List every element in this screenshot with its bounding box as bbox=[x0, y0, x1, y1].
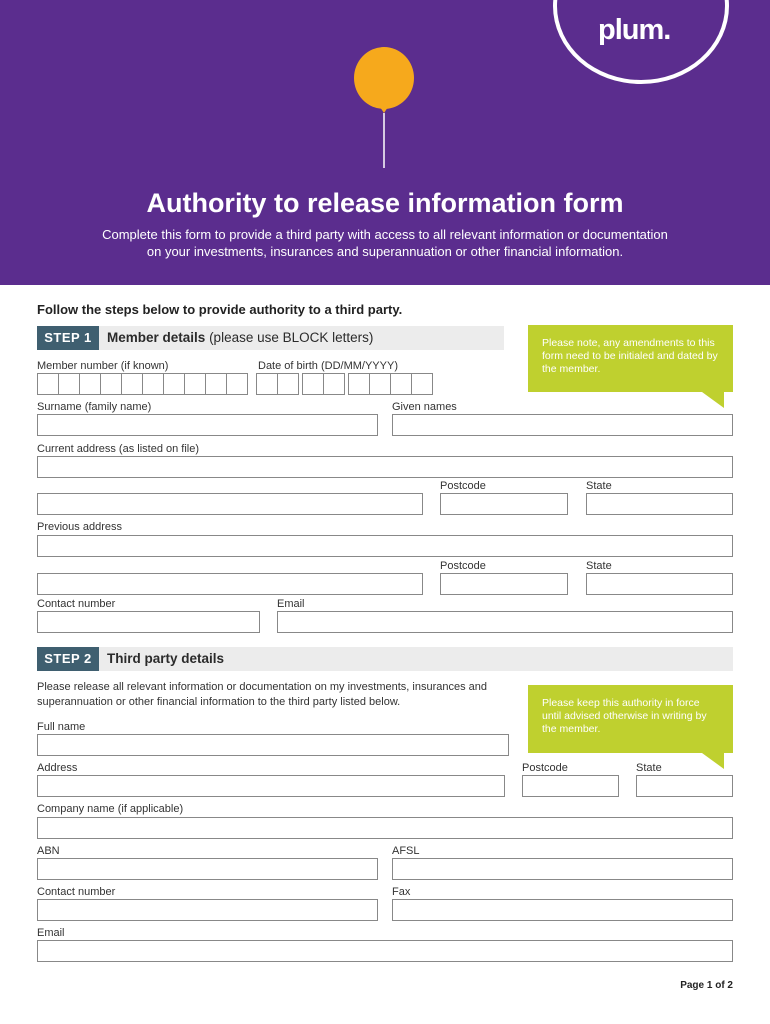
dob-year-cell[interactable] bbox=[411, 373, 433, 395]
abn-input[interactable] bbox=[37, 858, 378, 880]
current-address-label: Current address (as listed on file) bbox=[37, 443, 200, 455]
dob-input[interactable] bbox=[256, 373, 432, 395]
subtitle-line-1: Complete this form to provide a third party with access to all relevant information or documentation bbox=[102, 227, 668, 242]
member-number-cell[interactable] bbox=[100, 373, 122, 395]
dob-day-cell[interactable] bbox=[256, 373, 278, 395]
step1-title-wrap bbox=[107, 326, 373, 350]
subtitle-line-2: on your investments, insurances and superannuation or other financial information. bbox=[146, 244, 624, 259]
previous-address-input-line2[interactable] bbox=[37, 573, 423, 595]
tp-address-label: Address bbox=[37, 762, 78, 774]
member-number-cell[interactable] bbox=[37, 373, 59, 395]
previous-state-input[interactable] bbox=[586, 573, 733, 595]
member-number-cell[interactable] bbox=[163, 373, 185, 395]
header-banner bbox=[0, 0, 770, 285]
member-number-cell[interactable] bbox=[79, 373, 101, 395]
afsl-input[interactable] bbox=[392, 858, 733, 880]
fax-input[interactable] bbox=[392, 899, 733, 921]
afsl-label: AFSL bbox=[392, 845, 420, 857]
contact-number-input[interactable] bbox=[37, 611, 260, 633]
tp-email-label: Email bbox=[37, 927, 65, 939]
member-number-cell[interactable] bbox=[121, 373, 143, 395]
step1-title-note: (please use BLOCK letters) bbox=[209, 330, 374, 345]
current-state-label: State bbox=[586, 480, 612, 492]
tp-contact-number-label: Contact number bbox=[37, 886, 116, 898]
tp-postcode-label: Postcode bbox=[522, 762, 568, 774]
dob-day-cell[interactable] bbox=[277, 373, 299, 395]
email-input[interactable] bbox=[277, 611, 733, 633]
current-postcode-label: Postcode bbox=[440, 480, 486, 492]
previous-address-input-line1[interactable] bbox=[37, 535, 733, 557]
step1-tag: STEP 1 bbox=[37, 326, 99, 350]
tp-state-input[interactable] bbox=[636, 775, 733, 797]
tp-address-input[interactable] bbox=[37, 775, 505, 797]
company-name-input[interactable] bbox=[37, 817, 733, 839]
given-names-label: Given names bbox=[392, 401, 457, 413]
plum-logo: plum. bbox=[598, 14, 671, 46]
page-number: Page 1 of 2 bbox=[680, 980, 733, 991]
tp-state-label: State bbox=[636, 762, 662, 774]
dob-year-cell[interactable] bbox=[390, 373, 412, 395]
full-name-label: Full name bbox=[37, 721, 86, 733]
dob-month-cell[interactable] bbox=[302, 373, 324, 395]
email-label: Email bbox=[277, 598, 305, 610]
company-name-label: Company name (if applicable) bbox=[37, 803, 184, 815]
step1-note-tail bbox=[702, 392, 724, 408]
intro-text: Follow the steps below to provide authority to a third party. bbox=[37, 302, 403, 317]
current-state-input[interactable] bbox=[586, 493, 733, 515]
fax-label: Fax bbox=[392, 886, 411, 898]
abn-label: ABN bbox=[37, 845, 60, 857]
member-number-cell[interactable] bbox=[58, 373, 80, 395]
page-title: Authority to release information form bbox=[146, 188, 624, 218]
member-number-cell[interactable] bbox=[142, 373, 164, 395]
previous-state-label: State bbox=[586, 560, 612, 572]
step2-description: Please release all relevant information or documentation on my investments, insurances and superannuation or other financial information to the third party listed below. bbox=[37, 681, 488, 708]
tp-postcode-input[interactable] bbox=[522, 775, 619, 797]
full-name-input[interactable] bbox=[37, 734, 509, 756]
tp-contact-number-input[interactable] bbox=[37, 899, 378, 921]
dob-label: Date of birth (DD/MM/YYYY) bbox=[258, 360, 398, 372]
surname-label: Surname (family name) bbox=[37, 401, 152, 413]
contact-number-label: Contact number bbox=[37, 598, 116, 610]
previous-postcode-input[interactable] bbox=[440, 573, 568, 595]
tp-email-input[interactable] bbox=[37, 940, 733, 962]
step2-title-wrap bbox=[107, 647, 224, 671]
member-number-cell[interactable] bbox=[226, 373, 248, 395]
page-subtitle bbox=[60, 226, 710, 260]
given-names-input[interactable] bbox=[392, 414, 733, 436]
surname-input[interactable] bbox=[37, 414, 378, 436]
current-postcode-input[interactable] bbox=[440, 493, 568, 515]
previous-address-label: Previous address bbox=[37, 521, 122, 533]
member-number-cell[interactable] bbox=[184, 373, 206, 395]
member-number-cell[interactable] bbox=[205, 373, 227, 395]
member-number-label: Member number (if known) bbox=[37, 360, 169, 372]
step1-title: Member details bbox=[107, 330, 206, 345]
step2-title: Third party details bbox=[107, 651, 225, 666]
dob-year-cell[interactable] bbox=[348, 373, 370, 395]
member-number-input[interactable] bbox=[37, 373, 247, 395]
step1-header bbox=[37, 326, 504, 350]
current-address-input-line2[interactable] bbox=[37, 493, 423, 515]
step2-tag: STEP 2 bbox=[37, 647, 99, 671]
balloon-icon bbox=[350, 46, 420, 171]
previous-postcode-label: Postcode bbox=[440, 560, 486, 572]
step2-note-tail bbox=[702, 753, 724, 769]
dob-year-cell[interactable] bbox=[369, 373, 391, 395]
dob-month-cell[interactable] bbox=[323, 373, 345, 395]
step1-note: Please note, any amendments to this form need to be initialed and dated by the member. bbox=[528, 325, 733, 392]
current-address-input-line1[interactable] bbox=[37, 456, 733, 478]
step2-header bbox=[37, 647, 733, 671]
step2-note: Please keep this authority in force until advised otherwise in writing by the member. bbox=[528, 685, 733, 753]
